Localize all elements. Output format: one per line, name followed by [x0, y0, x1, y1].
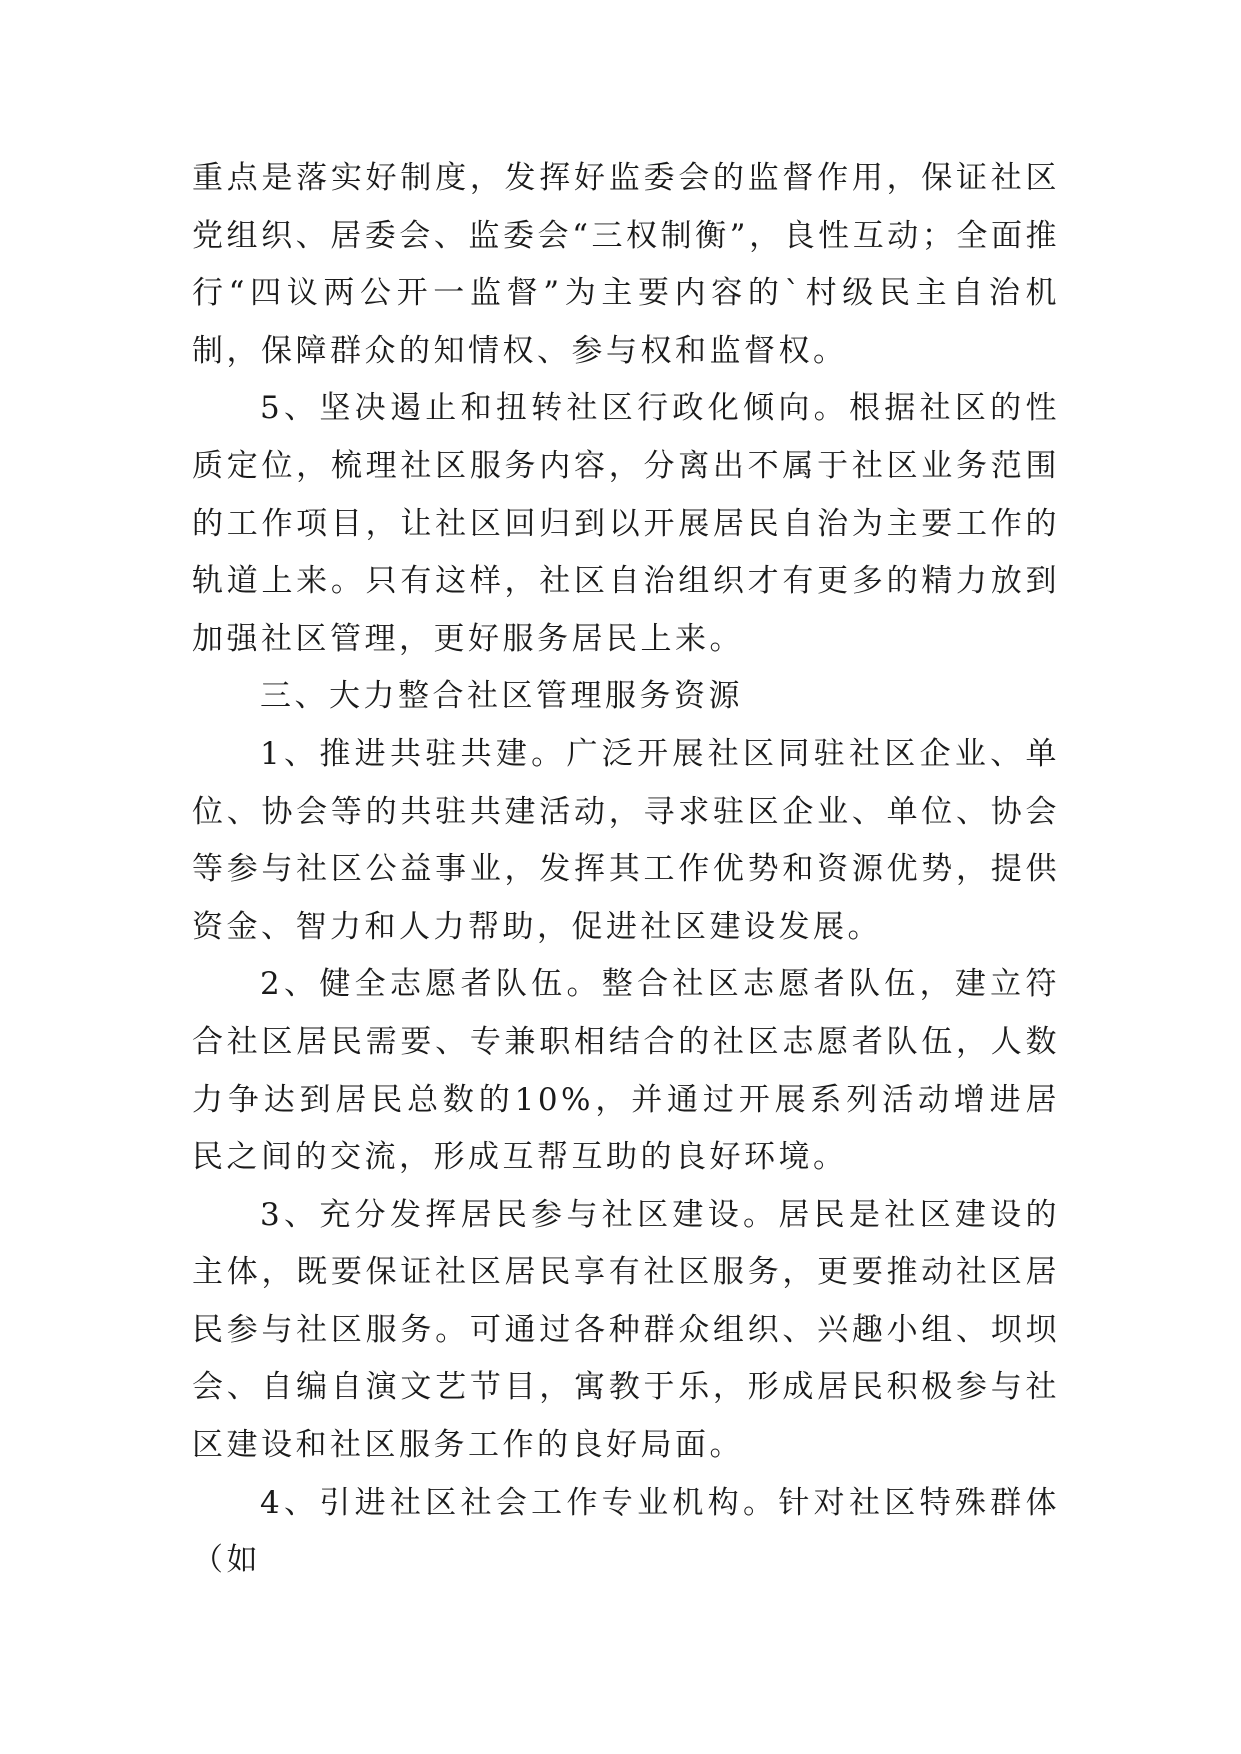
section-heading-3: 三、大力整合社区管理服务资源 [260, 678, 743, 715]
paragraph-item-4: 4、引进社区社会工作专业机构。针对社区特殊群体（如 [192, 1484, 1060, 1579]
paragraph-item-5: 5、坚决遏止和扭转社区行政化倾向。根据社区的性质定位，梳理社区服务内容，分离出不属于社区业务范围的工作项目，让社区回归到以开展居民自治为主要工作的轨道上来。只有这样，社区自治组织才有更多的精力放到加强社区管理，更好服务居民上来。 [192, 390, 1060, 657]
paragraph-item-1: 1、推进共驻共建。广泛开展社区同驻社区企业、单位、协会等的共驻共建活动，寻求驻区企业、单位、协会等参与社区公益事业，发挥其工作优势和资源优势，提供资金、智力和人力帮助，促进社区建设发展。 [192, 735, 1060, 945]
paragraph-item-3: 3、充分发挥居民参与社区建设。居民是社区建设的主体，既要保证社区居民享有社区服务，更要推动社区居民参与社区服务。可通过各种群众组织、兴趣小组、坝坝会、自编自演文艺节目，寓教于乐，形成居民积极参与社区建设和社区服务工作的良好局面。 [192, 1196, 1060, 1464]
document-body [192, 150, 1060, 1590]
paragraph-continued: 重点是落实好制度，发挥好监委会的监督作用，保证社区党组织、居委会、监委会“三权制衡”，良性互动；全面推行“四议两公开一监督”为主要内容的`村级民主自治机制，保障群众的知情权、参与权和监督权。 [192, 160, 1060, 369]
paragraph-item-2: 2、健全志愿者队伍。整合社区志愿者队伍，建立符合社区居民需要、专兼职相结合的社区志愿者队伍，人数力争达到居民总数的10%，并通过开展系列活动增进居民之间的交流，形成互帮互助的良好环境。 [192, 966, 1060, 1176]
